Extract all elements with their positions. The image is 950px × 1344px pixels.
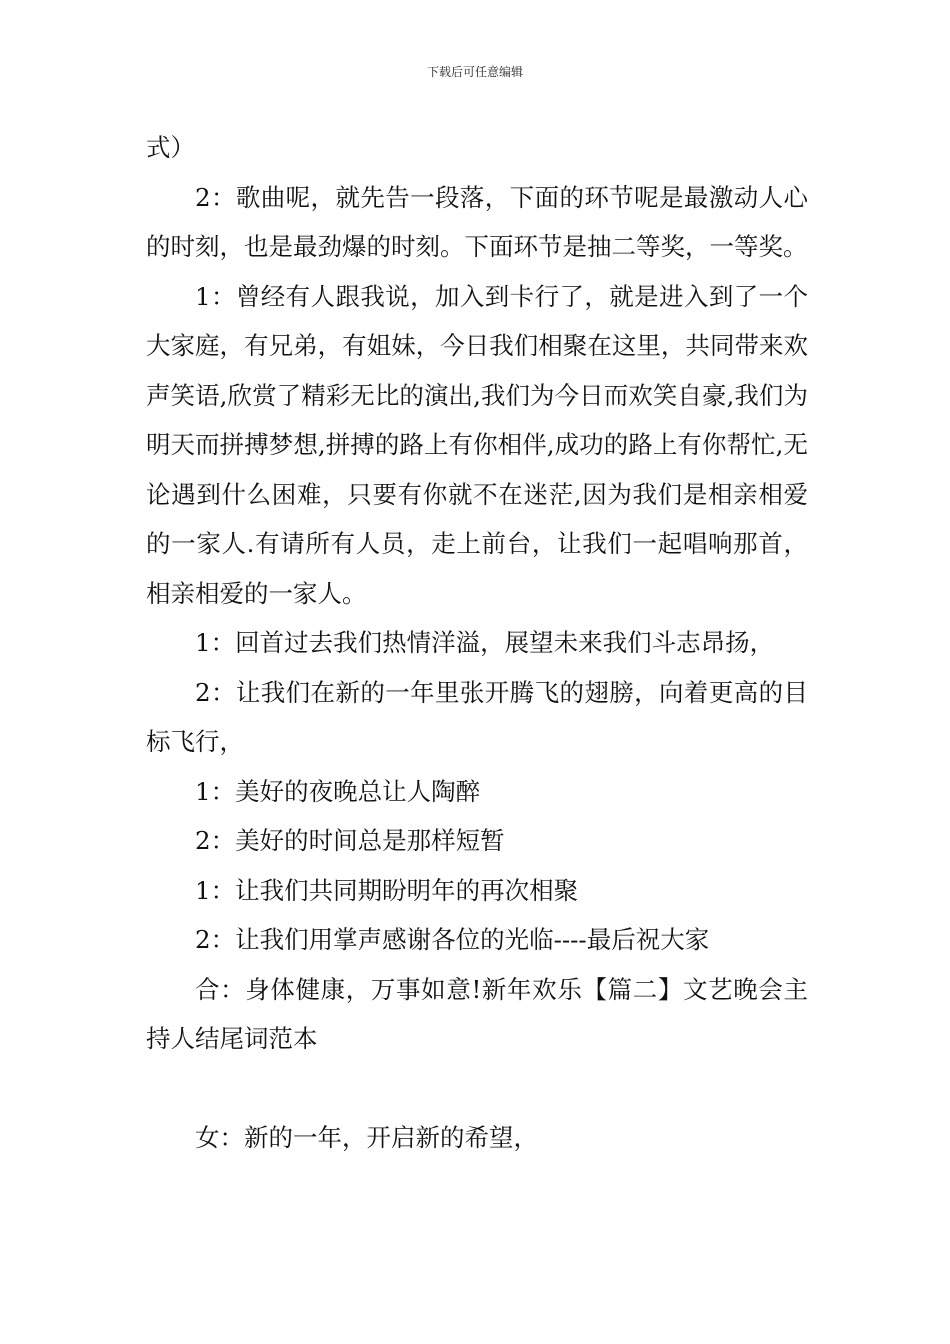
- blank-line: [146, 1064, 808, 1114]
- paragraph-continuation: 式）: [146, 133, 195, 162]
- page-header-note: 下载后可任意编辑: [426, 65, 523, 79]
- paragraph-applause: 2：让我们用掌声感谢各位的光临----最后祝大家: [195, 925, 710, 954]
- paragraph-next-year: 1：让我们共同期盼明年的再次相聚: [195, 875, 579, 905]
- document-body: [146, 123, 808, 1163]
- paragraph-short-time: 2：美好的时间总是那样短暂: [195, 826, 505, 855]
- paragraph-beautiful-night: 1：美好的夜晚总让人陶醉: [195, 776, 481, 806]
- paragraph-together-wishes: 合：身体健康，万事如意!新年欢乐【篇二】文艺晚会主持人结尾词范本: [146, 974, 808, 1053]
- paragraph-look-back: 1：回首过去我们热情洋溢，展望未来我们斗志昂扬，: [195, 628, 775, 657]
- paragraph-female-host: 女：新的一年，开启新的希望，: [195, 1123, 538, 1152]
- paragraph-family-speech: 1：曾经有人跟我说，加入到卡行了，就是进入到了一个大家庭，有兄弟，有姐妹，今日我们相聚在这里，共同带来欢声笑语,欣赏了精彩无比的演出,我们为今日而欢笑自豪,我们为明天而拼搏梦想,拼搏的路上有你相伴,成功的路上有你帮忙,无论遇到什么困难，只要有你就不在迷茫,因为我们是相亲相爱的一家人.有请所有人员，走上前台，让我们一起唱响那首，相亲相爱的一家人。: [146, 281, 808, 608]
- paragraph-song-segment: 2：歌曲呢，就先告一段落，下面的环节呢是最激动人心的时刻，也是最劲爆的时刻。下面环节是抽二等奖，一等奖。: [146, 182, 808, 261]
- paragraph-new-year-wings: 2：让我们在新的一年里张开腾飞的翅膀，向着更高的目标飞行，: [146, 677, 808, 756]
